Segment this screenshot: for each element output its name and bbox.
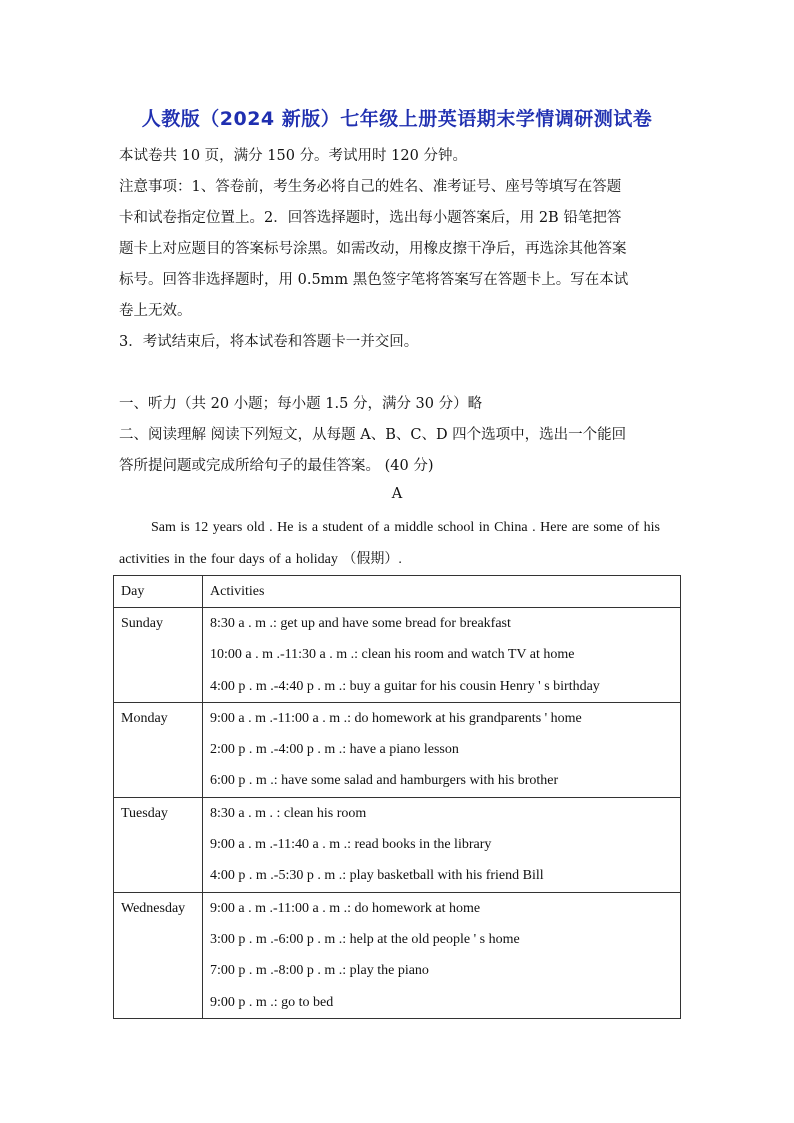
activity-item: 6:00 p . m .: have some salad and hamburgers with his brother [210, 773, 559, 789]
column-header-day: Day [114, 576, 203, 608]
activity-item: 9:00 a . m .-11:00 a . m .: do homework at his grandparents ' home [210, 710, 582, 726]
instruction-line: 卷上无效。 [119, 303, 192, 319]
table-row [114, 608, 681, 703]
table-row [114, 797, 681, 892]
instruction-line: 注意事项：1、答卷前，考生务必将自己的姓名、准考证号、座号等填写在答题 [119, 179, 622, 195]
day-cell: Monday [114, 702, 203, 797]
activity-item: 10:00 a . m .-11:30 a . m .: clean his room and watch TV at home [210, 647, 575, 663]
passage-intro: Sam is 12 years old . He is a student of a middle school in China . Here are some of his activities in the four days of a holiday （假期）. [119, 520, 660, 567]
activity-item: 4:00 p . m .-5:30 p . m .: play basketball with his friend Bill [210, 868, 544, 884]
activity-item: 9:00 p . m .: go to bed [210, 994, 334, 1010]
activity-item: 4:00 p . m .-4:40 p . m .: buy a guitar for his cousin Henry ' s birthday [210, 678, 600, 694]
activity-item: 7:00 p . m .-8:00 p . m .: play the piano [210, 963, 429, 979]
exam-title: 人教版（2024 新版）七年级上册英语期末学情调研测试卷 [141, 108, 653, 130]
instruction-line: 题卡上对应题目的答案标号涂黑。如需改动，用橡皮擦干净后，再选涂其他答案 [119, 241, 627, 257]
activity-item: 3:00 p . m .-6:00 p . m .: help at the old people ' s home [210, 931, 520, 947]
instruction-line: 卡和试卷指定位置上。2．回答选择题时，选出每小题答案后，用 2B 铅笔把答 [119, 210, 622, 226]
activity-item: 9:00 a . m .-11:40 a . m .: read books in the library [210, 837, 492, 853]
instruction-line: 本试卷共 10 页，满分 150 分。考试用时 120 分钟。 [119, 148, 467, 164]
day-cell: Tuesday [114, 797, 203, 892]
reading-section-heading: 二、阅读理解 阅读下列短文，从每题 A、B、C、D 四个选项中，选出一个能回 [119, 427, 627, 443]
passage-label: A [391, 486, 403, 502]
day-cell: Wednesday [114, 892, 203, 1018]
activity-item: 8:30 a . m .: get up and have some bread for breakfast [210, 616, 511, 631]
table-row [114, 892, 681, 1018]
activities-table [113, 575, 681, 1019]
listening-section-heading: 一、听力（共 20 小题；每小题 1.5 分，满分 30 分）略 [119, 396, 483, 412]
section-headings [119, 389, 679, 482]
column-header-activities: Activities [203, 576, 681, 608]
activity-item: 2:00 p . m .-4:00 p . m .: have a piano lesson [210, 742, 459, 758]
reading-section-heading-cont: 答所提问题或完成所给句子的最佳答案。 (40 分) [119, 458, 434, 474]
activity-item: 8:30 a . m . : clean his room [210, 805, 367, 821]
activity-item: 9:00 a . m .-11:00 a . m .: do homework at home [210, 900, 481, 916]
activities-cell [203, 702, 681, 797]
table-header-row [114, 576, 681, 608]
activities-cell [203, 892, 681, 1018]
table-row [114, 702, 681, 797]
instruction-line: 标号。回答非选择题时，用 0.5mm 黑色签字笔将答案写在答题卡上。写在本试 [119, 272, 629, 288]
instruction-line: 3．考试结束后，将本试卷和答题卡一并交回。 [119, 334, 419, 350]
exam-instructions [119, 141, 679, 358]
activities-cell [203, 608, 681, 703]
activities-cell [203, 797, 681, 892]
day-cell: Sunday [114, 608, 203, 703]
